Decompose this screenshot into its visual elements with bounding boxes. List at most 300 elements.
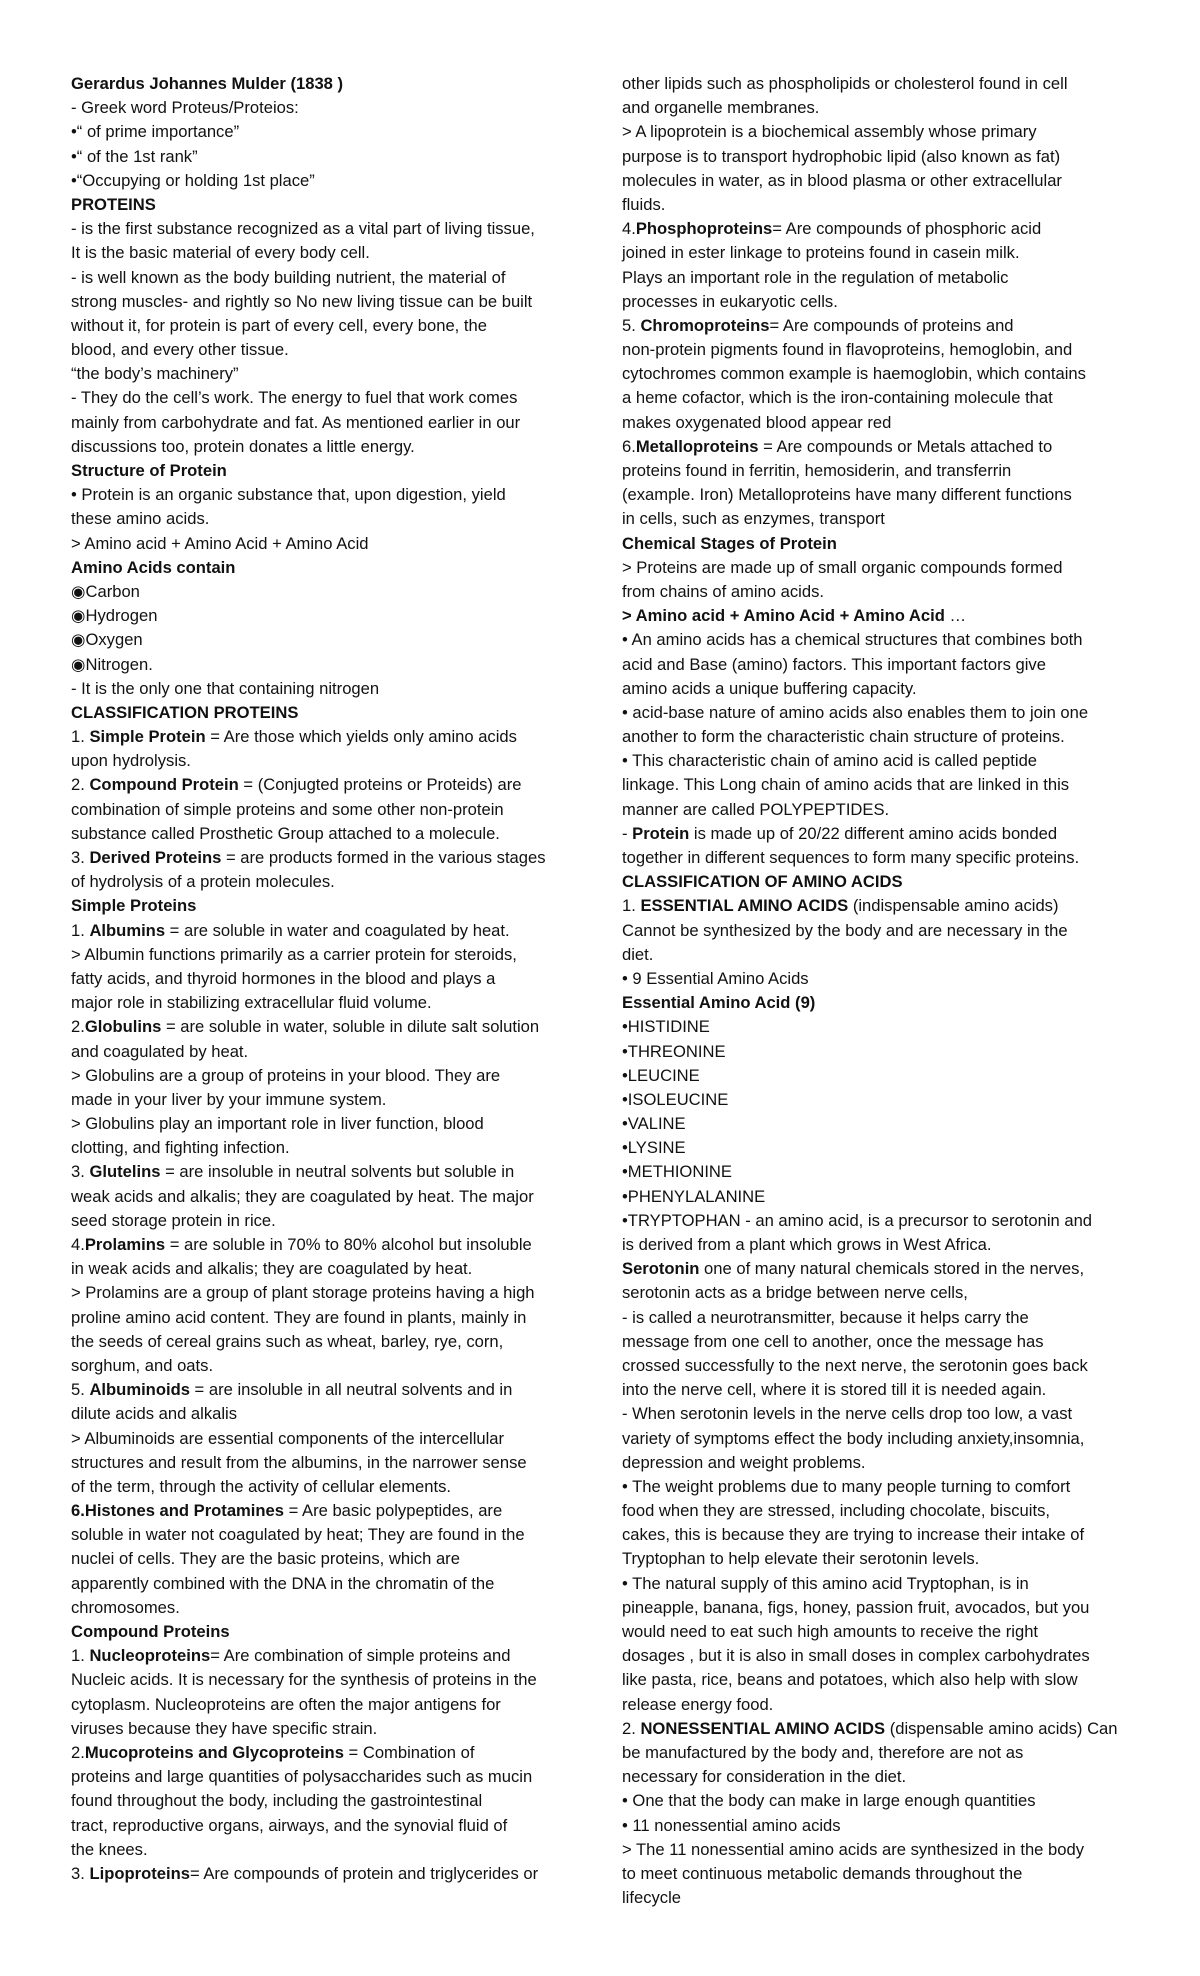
body-text: - <box>622 823 633 843</box>
text-line <box>71 1136 586 1160</box>
body-text: of hydrolysis of a protein molecules. <box>71 872 335 892</box>
text-line <box>71 120 586 144</box>
text-line <box>622 96 1142 120</box>
text-line <box>622 1886 1142 1910</box>
bold-text: Compound Proteins <box>71 1622 230 1641</box>
text-line <box>622 1499 1142 1523</box>
body-text: 1. <box>622 896 641 916</box>
body-text: the knees. <box>71 1839 148 1859</box>
body-text: major role in stabilizing extracellular fluid volume. <box>71 993 432 1013</box>
body-text: •VALINE <box>622 1114 686 1134</box>
bold-text: CLASSIFICATION OF AMINO ACIDS <box>622 872 903 892</box>
text-line <box>622 1112 1142 1136</box>
body-text: fatty acids, and thyroid hormones in the blood and plays a <box>71 968 496 988</box>
body-text: 2. <box>71 1742 85 1762</box>
text-line <box>622 1814 1142 1838</box>
body-text: - It is the only one that containing nitrogen <box>71 678 380 698</box>
body-text: proteins and large quantities of polysaccharides such as mucin <box>71 1767 533 1787</box>
body-text: … <box>944 606 967 626</box>
body-text: in cells, such as enzymes, transport <box>622 509 885 529</box>
body-text: (example. Iron) Metalloproteins have many different functions <box>622 485 1072 505</box>
text-line <box>71 483 586 507</box>
text-line <box>71 1838 586 1862</box>
text-line <box>71 1330 586 1354</box>
body-text: release energy food. <box>622 1694 774 1714</box>
text-line <box>622 1088 1142 1112</box>
text-line <box>622 266 1142 290</box>
body-text: •HISTIDINE <box>622 1017 710 1037</box>
text-line <box>71 1596 586 1620</box>
body-text: message from one cell to another, once the message has <box>622 1331 1044 1351</box>
text-line <box>71 725 586 749</box>
text-line <box>71 701 586 725</box>
body-text: serotonin acts as a bridge between nerve cells, <box>622 1283 968 1303</box>
body-text: dilute acids and alkalis <box>71 1404 238 1424</box>
bold-text: Glutelins <box>89 1162 161 1182</box>
body-text: > Prolamins are a group of plant storage proteins having a high <box>71 1283 535 1303</box>
bold-text: > Amino acid + Amino Acid + Amino Acid <box>622 606 945 626</box>
body-text: substance called Prosthetic Group attached to a molecule. <box>71 823 500 843</box>
body-text: “the body’s machinery” <box>71 364 239 384</box>
text-line <box>71 1354 586 1378</box>
body-text: • acid-base nature of amino acids also enables them to join one <box>622 702 1089 722</box>
body-text: (dispensable amino acids) Can <box>885 1718 1118 1738</box>
body-text: •METHIONINE <box>622 1162 732 1182</box>
text-line <box>71 1620 586 1644</box>
body-text: proline amino acid content. They are found in plants, mainly in <box>71 1307 527 1327</box>
body-text: - is well known as the body building nutrient, the material of <box>71 267 506 287</box>
body-text: 3. <box>71 848 90 867</box>
body-text: processes in eukaryotic cells. <box>622 291 838 311</box>
body-text: purpose is to transport hydrophobic lipid (also known as fat) <box>622 146 1061 166</box>
body-text: 3. <box>71 1162 90 1182</box>
body-text: •THREONINE <box>622 1041 726 1061</box>
text-line <box>622 241 1142 265</box>
body-text: non-protein pigments found in flavoproteins, hemoglobin, and <box>622 340 1073 360</box>
text-line <box>622 1523 1142 1547</box>
body-text: structures and result from the albumins, in the narrower sense <box>71 1452 527 1472</box>
text-line <box>622 1233 1142 1257</box>
text-line <box>622 701 1142 725</box>
body-text: • This characteristic chain of amino acid is called peptide <box>622 751 1038 771</box>
text-line <box>622 991 1142 1015</box>
text-line <box>622 1838 1142 1862</box>
body-text: > Amino acid + Amino Acid + Amino Acid <box>71 533 369 553</box>
text-line <box>71 266 586 290</box>
text-line <box>622 483 1142 507</box>
body-text: = Are combination of simple proteins and <box>210 1646 511 1666</box>
body-text: blood, and every other tissue. <box>71 340 289 360</box>
text-line <box>71 1064 586 1088</box>
body-text: sorghum, and oats. <box>71 1355 214 1375</box>
text-line <box>71 169 586 193</box>
text-line <box>622 1015 1142 1039</box>
text-line <box>622 1402 1142 1426</box>
bold-text: Protein <box>632 823 690 843</box>
body-text: cytochromes common example is haemoglobin, which contains <box>622 364 1086 384</box>
bold-text: CLASSIFICATION PROTEINS <box>71 702 299 722</box>
text-line <box>622 677 1142 701</box>
body-text: = Are those which yields only amino acids <box>205 727 517 747</box>
body-text: • Protein is an organic substance that, upon digestion, yield <box>71 485 506 505</box>
body-text: • One that the body can make in large enough quantities <box>622 1791 1036 1811</box>
body-text: 4. <box>71 1235 85 1254</box>
body-text: 5. <box>71 1380 90 1400</box>
text-line <box>622 725 1142 749</box>
left-column <box>71 72 586 1886</box>
text-line <box>71 1281 586 1305</box>
text-line <box>71 1644 586 1668</box>
body-text: soluble in water not coagulated by heat; They are found in the <box>71 1525 525 1545</box>
bold-text: Metalloproteins <box>635 436 759 456</box>
text-line <box>71 1789 586 1813</box>
body-text: makes oxygenated blood appear red <box>622 412 892 432</box>
text-line <box>71 1862 586 1886</box>
body-text: to meet continuous metabolic demands throughout the <box>622 1863 1023 1883</box>
text-line <box>71 1402 586 1426</box>
body-text: > Globulins play an important role in liver function, blood <box>71 1114 484 1134</box>
text-line <box>71 580 586 604</box>
body-text: cakes, this is because they are trying to increase their intake of <box>622 1525 1085 1545</box>
body-text: nuclei of cells. They are the basic proteins, which are <box>71 1549 460 1569</box>
text-line <box>622 459 1142 483</box>
text-line <box>71 822 586 846</box>
body-text: ◉Carbon <box>71 581 140 601</box>
body-text: - is the first substance recognized as a vital part of living tissue, <box>71 219 535 239</box>
text-line <box>71 411 586 435</box>
text-line <box>622 967 1142 991</box>
body-text: discussions too, protein donates a little energy. <box>71 436 415 456</box>
text-line <box>622 1354 1142 1378</box>
text-line <box>622 1644 1142 1668</box>
body-text: - They do the cell’s work. The energy to fuel that work comes <box>71 388 518 408</box>
text-line <box>622 314 1142 338</box>
body-text: is derived from a plant which grows in West Africa. <box>622 1235 992 1254</box>
bold-text: Gerardus Johannes Mulder (1838 ) <box>71 74 344 93</box>
text-line <box>622 507 1142 531</box>
text-line <box>622 1427 1142 1451</box>
body-text: 2. <box>71 1017 85 1037</box>
text-line <box>622 1160 1142 1184</box>
body-text: strong muscles- and rightly so No new living tissue can be built <box>71 291 533 311</box>
text-line <box>622 1185 1142 1209</box>
text-line <box>71 435 586 459</box>
body-text: manner are called POLYPEPTIDES. <box>622 799 890 819</box>
body-text: 1. <box>71 920 90 940</box>
body-text: •PHENYLALANINE <box>622 1186 766 1206</box>
text-line <box>622 1693 1142 1717</box>
text-line <box>622 894 1142 918</box>
body-text: > Globulins are a group of proteins in your blood. They are <box>71 1065 501 1085</box>
text-line <box>71 604 586 628</box>
text-line <box>71 338 586 362</box>
bold-text: Phosphoproteins <box>635 219 773 239</box>
text-line <box>622 628 1142 652</box>
body-text: chromosomes. <box>71 1597 180 1617</box>
text-line <box>622 1547 1142 1571</box>
body-text: viruses because they have specific strain. <box>71 1718 378 1738</box>
body-text: would need to eat such high amounts to receive the right <box>622 1622 1039 1641</box>
body-text: crossed successfully to the next nerve, the serotonin goes back <box>622 1355 1088 1375</box>
text-line <box>71 241 586 265</box>
text-line <box>71 1112 586 1136</box>
body-text: and coagulated by heat. <box>71 1041 249 1061</box>
body-text: = Are compounds or Metals attached to <box>758 436 1053 456</box>
text-line <box>71 846 586 870</box>
bold-text: Mucoproteins and Glycoproteins <box>84 1742 344 1762</box>
text-line <box>622 556 1142 580</box>
bold-text: Simple Proteins <box>71 896 197 916</box>
text-line <box>622 1717 1142 1741</box>
bold-text: Globulins <box>84 1017 162 1037</box>
bold-text: Compound Protein <box>89 775 239 795</box>
body-text: 6. <box>622 436 636 456</box>
body-text: = Are compounds of protein and triglycerides or <box>189 1863 539 1883</box>
text-line <box>71 1547 586 1571</box>
body-text: tract, reproductive organs, airways, and the synovial fluid of <box>71 1815 508 1835</box>
text-line <box>622 870 1142 894</box>
body-text: • 9 Essential Amino Acids <box>622 968 809 988</box>
text-line <box>71 459 586 483</box>
text-line <box>622 120 1142 144</box>
text-line <box>622 580 1142 604</box>
text-line <box>622 1378 1142 1402</box>
text-line <box>71 314 586 338</box>
body-text: without it, for protein is part of every cell, every bone, the <box>71 315 487 335</box>
body-text: • The natural supply of this amino acid Tryptophan, is in <box>622 1573 1029 1593</box>
bold-text: Derived Proteins <box>89 848 222 867</box>
text-line <box>622 532 1142 556</box>
text-line <box>71 386 586 410</box>
bold-text: ESSENTIAL AMINO ACIDS <box>640 896 849 916</box>
body-text: •“Occupying or holding 1st place” <box>71 170 315 190</box>
text-line <box>622 919 1142 943</box>
text-line <box>71 1717 586 1741</box>
text-line <box>71 653 586 677</box>
text-line <box>622 1765 1142 1789</box>
body-text: be manufactured by the body and, therefore are not as <box>622 1742 1024 1762</box>
body-text: 4. <box>622 219 636 239</box>
body-text: - is called a neurotransmitter, because it helps carry the <box>622 1307 1029 1327</box>
bold-text: Chromoproteins <box>640 315 770 335</box>
text-line <box>71 1209 586 1233</box>
body-text: • 11 nonessential amino acids <box>622 1815 841 1835</box>
body-text: seed storage protein in rice. <box>71 1210 276 1230</box>
text-line <box>622 362 1142 386</box>
body-text: pineapple, banana, figs, honey, passion fruit, avocados, but you <box>622 1597 1090 1617</box>
body-text: > Albumin functions primarily as a carrier protein for steroids, <box>71 944 517 964</box>
bold-text: Simple Protein <box>89 727 206 747</box>
body-text: •TRYPTOPHAN - an amino acid, is a precursor to serotonin and <box>622 1210 1093 1230</box>
body-text: diet. <box>622 944 654 964</box>
text-line <box>71 1185 586 1209</box>
body-text: ◉Nitrogen. <box>71 654 153 674</box>
body-text: the seeds of cereal grains such as wheat, barley, rye, corn, <box>71 1331 504 1351</box>
body-text: of the term, through the activity of cellular elements. <box>71 1476 451 1496</box>
body-text: 5. <box>622 315 641 335</box>
text-line <box>71 1523 586 1547</box>
text-line <box>71 798 586 822</box>
body-text: 1. <box>71 1646 90 1666</box>
text-line <box>71 532 586 556</box>
text-line <box>71 1475 586 1499</box>
body-text: in weak acids and alkalis; they are coagulated by heat. <box>71 1259 473 1279</box>
body-text: apparently combined with the DNA in the chromatin of the <box>71 1573 495 1593</box>
text-line <box>622 1862 1142 1886</box>
text-line <box>71 290 586 314</box>
text-line <box>622 1136 1142 1160</box>
bold-text: Chemical Stages of Protein <box>622 533 837 553</box>
body-text: 2. <box>622 1718 641 1738</box>
body-text: joined in ester linkage to proteins found in casein milk. <box>622 243 1020 263</box>
text-line <box>71 1572 586 1596</box>
body-text: together in different sequences to form many specific proteins. <box>622 848 1080 867</box>
text-line <box>71 362 586 386</box>
text-line <box>71 1088 586 1112</box>
body-text: = (Conjugted proteins or Proteids) are <box>238 775 522 795</box>
body-text: = Are compounds of phosphoric acid <box>772 219 1042 239</box>
text-line <box>622 604 1142 628</box>
text-line <box>71 1765 586 1789</box>
bold-text: Albuminoids <box>89 1380 190 1400</box>
body-text: variety of symptoms effect the body including anxiety,insomnia, <box>622 1428 1085 1448</box>
text-line <box>622 1741 1142 1765</box>
text-line <box>71 967 586 991</box>
body-text: - Greek word Proteus/Proteios: <box>71 98 299 118</box>
body-text: a heme cofactor, which is the iron-containing molecule that <box>622 388 1053 408</box>
body-text: amino acids a unique buffering capacity. <box>622 678 917 698</box>
body-text: > A lipoprotein is a biochemical assembly whose primary <box>622 122 1037 142</box>
text-line <box>71 943 586 967</box>
body-text: It is the basic material of every body cell. <box>71 243 370 263</box>
body-text: into the nerve cell, where it is stored till it is needed again. <box>622 1380 1047 1400</box>
text-line <box>622 773 1142 797</box>
text-line <box>622 72 1142 96</box>
body-text: - When serotonin levels in the nerve cells drop too low, a vast <box>622 1404 1073 1424</box>
body-text: food when they are stressed, including chocolate, biscuits, <box>622 1501 1050 1521</box>
text-line <box>622 1209 1142 1233</box>
text-line <box>71 1427 586 1451</box>
text-line <box>622 749 1142 773</box>
text-line <box>71 1233 586 1257</box>
text-line <box>622 798 1142 822</box>
text-line <box>622 145 1142 169</box>
body-text: = are insoluble in neutral solvents but soluble in <box>160 1162 515 1182</box>
body-text: lifecycle <box>622 1888 682 1908</box>
body-text: acid and Base (amino) factors. This important factors give <box>622 654 1046 674</box>
body-text: ◉Hydrogen <box>71 606 158 626</box>
body-text: ◉Oxygen <box>71 630 143 650</box>
text-line <box>71 96 586 120</box>
text-line <box>71 1499 586 1523</box>
text-line <box>71 628 586 652</box>
body-text: necessary for consideration in the diet. <box>622 1767 907 1787</box>
body-text: > The 11 nonessential amino acids are synthesized in the body <box>622 1839 1084 1859</box>
body-text: cytoplasm. Nucleoproteins are often the major antigens for <box>71 1694 501 1714</box>
body-text: = are soluble in 70% to 80% alcohol but insoluble <box>165 1235 532 1254</box>
text-line <box>71 145 586 169</box>
body-text: •“ of prime importance” <box>71 122 240 142</box>
text-line <box>71 1040 586 1064</box>
text-line <box>71 1306 586 1330</box>
text-line <box>71 1693 586 1717</box>
text-line <box>71 991 586 1015</box>
text-line <box>622 217 1142 241</box>
text-line <box>622 1306 1142 1330</box>
text-line <box>71 1668 586 1692</box>
right-column <box>622 72 1142 1910</box>
body-text: Plays an important role in the regulation of metabolic <box>622 267 1009 287</box>
body-text: upon hydrolysis. <box>71 751 191 771</box>
body-text: combination of simple proteins and some other non-protein <box>71 799 504 819</box>
body-text: •“ of the 1st rank” <box>71 146 198 166</box>
body-text: = are soluble in water and coagulated by heat. <box>165 920 510 940</box>
text-line <box>71 217 586 241</box>
bold-text: Essential Amino Acid (9) <box>622 993 816 1013</box>
body-text: one of many natural chemicals stored in the nerves, <box>699 1259 1085 1279</box>
body-text: molecules in water, as in blood plasma or other extracellular <box>622 170 1062 190</box>
text-line <box>71 507 586 531</box>
text-line <box>71 773 586 797</box>
text-line <box>622 1281 1142 1305</box>
text-line <box>71 919 586 943</box>
body-text: 3. <box>71 1863 90 1883</box>
text-line <box>71 1257 586 1281</box>
text-line <box>622 1789 1142 1813</box>
text-line <box>622 1596 1142 1620</box>
text-line <box>622 653 1142 677</box>
text-line <box>71 1160 586 1184</box>
text-line <box>622 338 1142 362</box>
body-text: (indispensable amino acids) <box>848 896 1059 916</box>
text-line <box>71 556 586 580</box>
bold-text: Serotonin <box>622 1259 700 1279</box>
text-line <box>622 290 1142 314</box>
body-text: Nucleic acids. It is necessary for the synthesis of proteins in the <box>71 1670 537 1690</box>
text-line <box>622 386 1142 410</box>
text-line <box>622 1572 1142 1596</box>
text-line <box>622 1064 1142 1088</box>
bold-text: Prolamins <box>84 1235 166 1254</box>
text-line <box>622 1475 1142 1499</box>
text-line <box>71 1741 586 1765</box>
body-text: weak acids and alkalis; they are coagulated by heat. The major <box>71 1186 534 1206</box>
text-line <box>71 1015 586 1039</box>
text-line <box>622 1620 1142 1644</box>
text-line <box>622 169 1142 193</box>
body-text: linkage. This Long chain of amino acids that are linked in this <box>622 775 1070 795</box>
body-text: is made up of 20/22 different amino acids bonded <box>689 823 1058 843</box>
body-text: mainly from carbohydrate and fat. As mentioned earlier in our <box>71 412 521 432</box>
text-line <box>622 411 1142 435</box>
text-line <box>71 677 586 701</box>
body-text: = are soluble in water, soluble in dilute salt solution <box>161 1017 540 1037</box>
text-line <box>622 846 1142 870</box>
body-text: = Are basic polypeptides, are <box>284 1501 503 1521</box>
body-text: from chains of amino acids. <box>622 581 824 601</box>
text-line <box>71 72 586 96</box>
body-text: •ISOLEUCINE <box>622 1089 729 1109</box>
bold-text: Nucleoproteins <box>89 1646 211 1666</box>
body-text: clotting, and fighting infection. <box>71 1138 290 1158</box>
bold-text: Lipoproteins <box>89 1863 190 1883</box>
text-line <box>622 1668 1142 1692</box>
text-line <box>71 894 586 918</box>
bold-text: 6.Histones and Protamines <box>71 1501 285 1521</box>
body-text: •LYSINE <box>622 1138 686 1158</box>
bold-text: PROTEINS <box>71 194 156 214</box>
body-text: 1. <box>71 727 90 747</box>
